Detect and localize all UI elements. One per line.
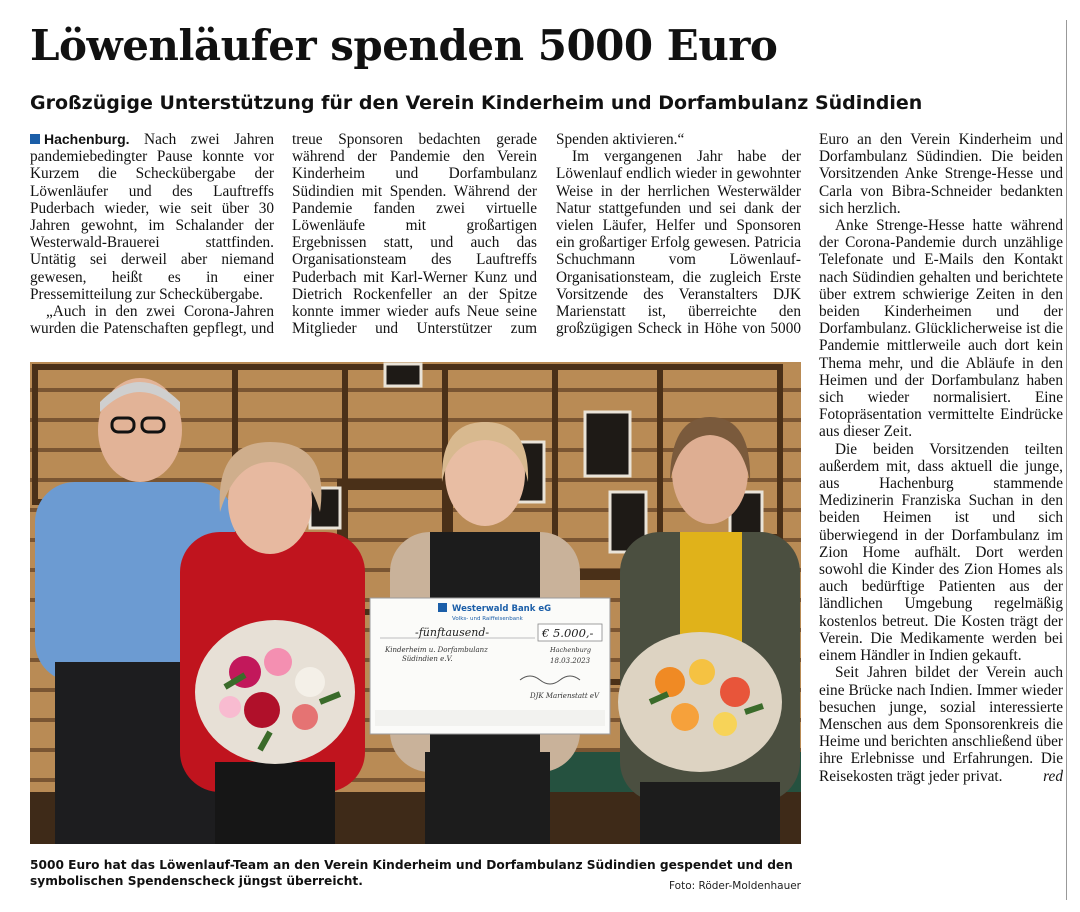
photo-caption: 5000 Euro hat das Löwenlauf-Team an den Verein Kinderheim und Dorfambulanz Südindien gespendet und den symbolischen Spendenscheck jüngst überreicht.: [30, 858, 793, 888]
cheque-payee-2: Südindien e.V.: [402, 655, 453, 663]
headline: Löwenläufer spenden 5000 Euro: [30, 21, 778, 70]
bank-logo-icon: [438, 603, 447, 612]
cheque-signer: DJK Marienstatt eV: [530, 692, 600, 700]
dateline: Hachenburg.: [44, 131, 130, 147]
cheque-amount: € 5.000,-: [542, 626, 594, 640]
paragraph-6-text: Seit Jahren bildet der Verein auch eine Brücke nach Indien. Immer wieder besuchen junge, sozial interessierte Menschen aus dem Sponsorenkreis die Heime und berichten anschließend über ihre Erlebnisse und Erfahrungen. Die Reisekosten trägt jeder privat.: [819, 664, 1063, 785]
author-signature: red: [1043, 767, 1063, 785]
bouquet-left: [195, 620, 355, 764]
article-column-1: [30, 131, 274, 337]
photo-credit: Foto: Röder-Moldenhauer: [668, 880, 801, 892]
donation-cheque: [370, 598, 610, 734]
paragraph-2: „Auch in den zwei Corona-Jahren wurden die Patenschaften gepflegt, und: [30, 303, 274, 338]
article-column-3: [556, 131, 801, 337]
photo-illustration: [30, 362, 801, 844]
cheque-amount-words: -fünftausend-: [415, 626, 490, 639]
column-rule: [1066, 20, 1067, 900]
article-column-2: [292, 131, 537, 337]
paragraph-2-cont-cont: Spenden aktivieren.“: [556, 131, 685, 148]
cheque-place: Hachenburg: [550, 646, 592, 654]
lead-paragraph: [30, 131, 274, 303]
cheque-bank-sub: Volks- und Raiffeisenbank: [452, 616, 523, 622]
cheque-date: 18.03.2023: [550, 657, 591, 665]
paragraph-2-cont: treue Sponsoren bedachten gerade während der Pandemie den Verein Kinderheim und Dorfambulanz Südindien mit Spenden. Während der Pandemie fanden zwei virtuelle Löwenläufe mit großartigen Ergebnissen statt, und auch das Organisationsteam des Lauftreffs Puderbach mit Karl-Werner Kunz und Dietrich Rockenfeller an der Spitze konnte immer wieder aufs Neue seine Mitglieder und Unterstützer zum: [292, 131, 537, 338]
paragraph-5: Die beiden Vorsitzenden teilten außerdem mit, dass aktuell die junge, aus Hachenburg stammende Medizinerin Franziska Suchan in den beiden Heimen ist und sich überwiegend in der Dorfambulanz im Zion Home aufhält. Dort werden sowohl die Kinder des Zion Homes als auch bedürftige Patienten aus der ländlichen Umgebung regelmäßig kostenlos betreut. Die Kosten trägt der Verein. Die Medikamente werden bei einem Händler in Indien gekauft.: [819, 440, 1063, 665]
paragraph-4: Anke Strenge-Hesse hatte während der Corona-Pandemie durch unzählige Telefonate und E-Mails den Kontakt nach Südindien gehalten und berichtete über extrem schwierige Zeiten in den beiden Kinderheimen und der Dorfambulanz. Glücklicherweise ist die Pandemie mittlerweile auch dort kein Thema mehr, und die Abläufe in den Heimen und der Dorfambulanz haben sich wieder normalisiert. Eine Fotopräsentation vermittelte Eindrücke aus dieser Zeit.: [819, 217, 1063, 441]
cheque-bank: Westerwald Bank eG: [452, 604, 552, 614]
paragraph-3: Im vergangenen Jahr habe der Löwenlauf endlich wieder in gewohnter Weise in der herrlichen Westerwälder Natur stattgefunden und sei dank der vielen Läufer, Helfer und Sponsoren ein großartiger Erfolg gewesen. Patricia Schuchmann vom Löwenlauf-Organisationsteam, die zugleich Erste Vorsitzende des Veranstalters DJK Marienstatt ist, überreichte den großzügigen Scheck in Höhe von 5000: [556, 148, 801, 338]
subheadline: Großzügige Unterstützung für den Verein Kinderheim und Dorfambulanz Südindien: [30, 92, 923, 114]
lead-text: Nach zwei Jahren pandemiebedingter Pause konnte vor Kurzem die Scheckübergabe der Löwenläufer und des Lauftreffs Puderbach wieder, wie seit über 30 Jahren gewohnt, im Schalander der Westerwald-Brauerei stattfinden. Untätig sei derweil aber niemand gewesen, heißt es in einer Pressemitteilung zur Scheckübergabe.: [30, 131, 274, 303]
cheque-payee-1: Kinderheim u. Dorfambulanz: [385, 646, 488, 654]
paragraph-6: [819, 664, 1063, 784]
paragraph-3-cont: Euro an den Verein Kinderheim und Dorfambulanz Südindien. Die beiden Vorsitzenden Anke Strenge-Hesse und Carla von Bibra-Schneider bedankten sich herzlich.: [819, 131, 1063, 217]
bullet-square-icon: [30, 134, 40, 144]
bouquet-right: [618, 632, 782, 772]
article-column-4: [819, 131, 1063, 785]
article-photo: [30, 362, 801, 844]
